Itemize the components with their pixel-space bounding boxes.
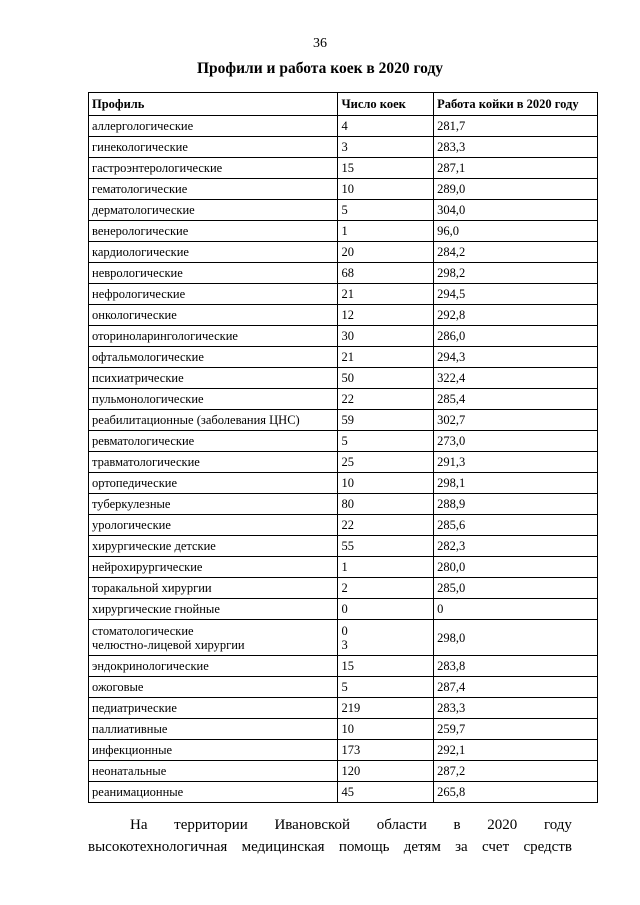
paragraph-word: помощь [338, 839, 390, 855]
cell-work: 283,3 [434, 698, 598, 719]
table-row [89, 578, 598, 599]
cell-beds: 15 [338, 656, 434, 677]
cell-beds-line: 3 [341, 637, 348, 652]
table-row [89, 410, 598, 431]
table-row [89, 116, 598, 137]
paragraph-word: На [130, 817, 148, 833]
cell-beds: 21 [338, 284, 434, 305]
cell-profile: неонатальные [89, 761, 338, 782]
table-row [89, 515, 598, 536]
cell-profile: паллиативные [89, 719, 338, 740]
table-row [89, 494, 598, 515]
paragraph-word: 2020 [487, 817, 518, 833]
cell-profile: гастроэнтерологические [89, 158, 338, 179]
cell-work: 96,0 [434, 221, 598, 242]
cell-profile: хирургические детские [89, 536, 338, 557]
cell-work: 322,4 [434, 368, 598, 389]
cell-beds: 50 [338, 368, 434, 389]
cell-beds: 2 [338, 578, 434, 599]
cell-beds: 59 [338, 410, 434, 431]
table-row [89, 284, 598, 305]
cell-beds: 45 [338, 782, 434, 803]
cell-work: 283,8 [434, 656, 598, 677]
cell-beds: 55 [338, 536, 434, 557]
cell-work: 265,8 [434, 782, 598, 803]
cell-profile: кардиологические [89, 242, 338, 263]
paragraph-word: области [376, 817, 427, 833]
cell-beds: 68 [338, 263, 434, 284]
cell-work: 285,0 [434, 578, 598, 599]
table-row [89, 368, 598, 389]
paragraph-word: счет [482, 839, 510, 855]
cell-work: 294,3 [434, 347, 598, 368]
table-row [89, 389, 598, 410]
table-row [89, 137, 598, 158]
cell-beds: 12 [338, 305, 434, 326]
cell-profile: аллергологические [89, 116, 338, 137]
cell-work: 284,2 [434, 242, 598, 263]
table-body [89, 116, 598, 803]
cell-profile: нефрологические [89, 284, 338, 305]
header-profile: Профиль [89, 93, 338, 116]
cell-work: 298,1 [434, 473, 598, 494]
cell-work: 289,0 [434, 179, 598, 200]
beds-table [88, 92, 598, 803]
cell-profile [89, 620, 338, 656]
cell-profile: хирургические гнойные [89, 599, 338, 620]
body-paragraph [88, 814, 572, 858]
cell-beds: 120 [338, 761, 434, 782]
table-row [89, 305, 598, 326]
cell-work: 0 [434, 599, 598, 620]
table-row [89, 740, 598, 761]
table-row [89, 326, 598, 347]
cell-work: 285,4 [434, 389, 598, 410]
cell-work: 302,7 [434, 410, 598, 431]
cell-profile: гинекологические [89, 137, 338, 158]
cell-beds: 25 [338, 452, 434, 473]
cell-beds: 219 [338, 698, 434, 719]
page-number: 36 [313, 36, 327, 51]
cell-profile: туберкулезные [89, 494, 338, 515]
cell-beds: 80 [338, 494, 434, 515]
cell-beds: 0 [338, 599, 434, 620]
cell-work: 281,7 [434, 116, 598, 137]
cell-beds: 5 [338, 677, 434, 698]
table-row [89, 698, 598, 719]
paragraph-word: году [543, 817, 572, 833]
cell-profile: торакальной хирургии [89, 578, 338, 599]
cell-work: 292,8 [434, 305, 598, 326]
cell-beds: 21 [338, 347, 434, 368]
table-row [89, 719, 598, 740]
paragraph-line-2 [88, 836, 572, 858]
cell-work: 283,3 [434, 137, 598, 158]
table-row [89, 536, 598, 557]
paragraph-word: Ивановской [274, 817, 351, 833]
cell-work: 294,5 [434, 284, 598, 305]
header-beds: Число коек [338, 93, 434, 116]
cell-profile: инфекционные [89, 740, 338, 761]
cell-beds: 1 [338, 221, 434, 242]
cell-beds: 1 [338, 557, 434, 578]
cell-work: 298,0 [434, 620, 598, 656]
cell-profile: эндокринологические [89, 656, 338, 677]
table-row [89, 473, 598, 494]
cell-profile: гематологические [89, 179, 338, 200]
cell-profile: венерологические [89, 221, 338, 242]
cell-work: 287,4 [434, 677, 598, 698]
paragraph-word: средств [523, 839, 572, 855]
cell-profile: онкологические [89, 305, 338, 326]
cell-beds: 15 [338, 158, 434, 179]
table-row [89, 431, 598, 452]
cell-profile-line: челюстно-лицевой хирургии [92, 637, 245, 652]
cell-beds: 10 [338, 473, 434, 494]
cell-profile: травматологические [89, 452, 338, 473]
paragraph-word: территории [174, 817, 248, 833]
paragraph-word: за [455, 839, 468, 855]
cell-beds [338, 620, 434, 656]
paragraph-word: медицинская [241, 839, 325, 855]
cell-work: 285,6 [434, 515, 598, 536]
cell-profile: оториноларингологические [89, 326, 338, 347]
cell-work: 259,7 [434, 719, 598, 740]
table-row [89, 761, 598, 782]
paragraph-line-1 [88, 814, 572, 836]
cell-profile: неврологические [89, 263, 338, 284]
paragraph-word: детям [403, 839, 441, 855]
cell-beds: 5 [338, 200, 434, 221]
cell-work: 287,1 [434, 158, 598, 179]
table-row [89, 782, 598, 803]
cell-beds: 173 [338, 740, 434, 761]
table-row [89, 200, 598, 221]
cell-beds: 10 [338, 179, 434, 200]
cell-work: 291,3 [434, 452, 598, 473]
page-title: Профили и работа коек в 2020 году [196, 60, 444, 77]
cell-profile: ортопедические [89, 473, 338, 494]
cell-beds-line: 0 [341, 623, 348, 638]
table-row [89, 656, 598, 677]
table-row [89, 263, 598, 284]
cell-beds: 5 [338, 431, 434, 452]
table-row [89, 347, 598, 368]
paragraph-word: в [453, 817, 461, 833]
cell-profile-line: стоматологические [92, 623, 194, 638]
cell-work: 286,0 [434, 326, 598, 347]
cell-beds: 22 [338, 389, 434, 410]
cell-profile: офтальмологические [89, 347, 338, 368]
cell-beds: 22 [338, 515, 434, 536]
cell-work: 304,0 [434, 200, 598, 221]
cell-profile: урологические [89, 515, 338, 536]
cell-profile: ревматологические [89, 431, 338, 452]
table-row [89, 557, 598, 578]
table-row [89, 158, 598, 179]
cell-work: 298,2 [434, 263, 598, 284]
cell-work: 288,9 [434, 494, 598, 515]
cell-work: 292,1 [434, 740, 598, 761]
cell-beds: 10 [338, 719, 434, 740]
cell-profile: дерматологические [89, 200, 338, 221]
header-work: Работа койки в 2020 году [434, 93, 598, 116]
cell-work: 280,0 [434, 557, 598, 578]
cell-profile: нейрохирургические [89, 557, 338, 578]
table-row [89, 221, 598, 242]
cell-profile: пульмонологические [89, 389, 338, 410]
cell-beds: 3 [338, 137, 434, 158]
table-row [89, 599, 598, 620]
cell-profile: реабилитационные (заболевания ЦНС) [89, 410, 338, 431]
table-row [89, 242, 598, 263]
table-header-row [89, 93, 598, 116]
cell-beds: 30 [338, 326, 434, 347]
cell-beds: 20 [338, 242, 434, 263]
paragraph-word: высокотехнологичная [88, 839, 228, 855]
table-row [89, 677, 598, 698]
cell-beds: 4 [338, 116, 434, 137]
cell-work: 287,2 [434, 761, 598, 782]
cell-profile: психиатрические [89, 368, 338, 389]
table-row [89, 179, 598, 200]
table-row [89, 452, 598, 473]
cell-profile: ожоговые [89, 677, 338, 698]
cell-profile: педиатрические [89, 698, 338, 719]
cell-work: 273,0 [434, 431, 598, 452]
table-row [89, 620, 598, 656]
cell-profile: реанимационные [89, 782, 338, 803]
cell-work: 282,3 [434, 536, 598, 557]
